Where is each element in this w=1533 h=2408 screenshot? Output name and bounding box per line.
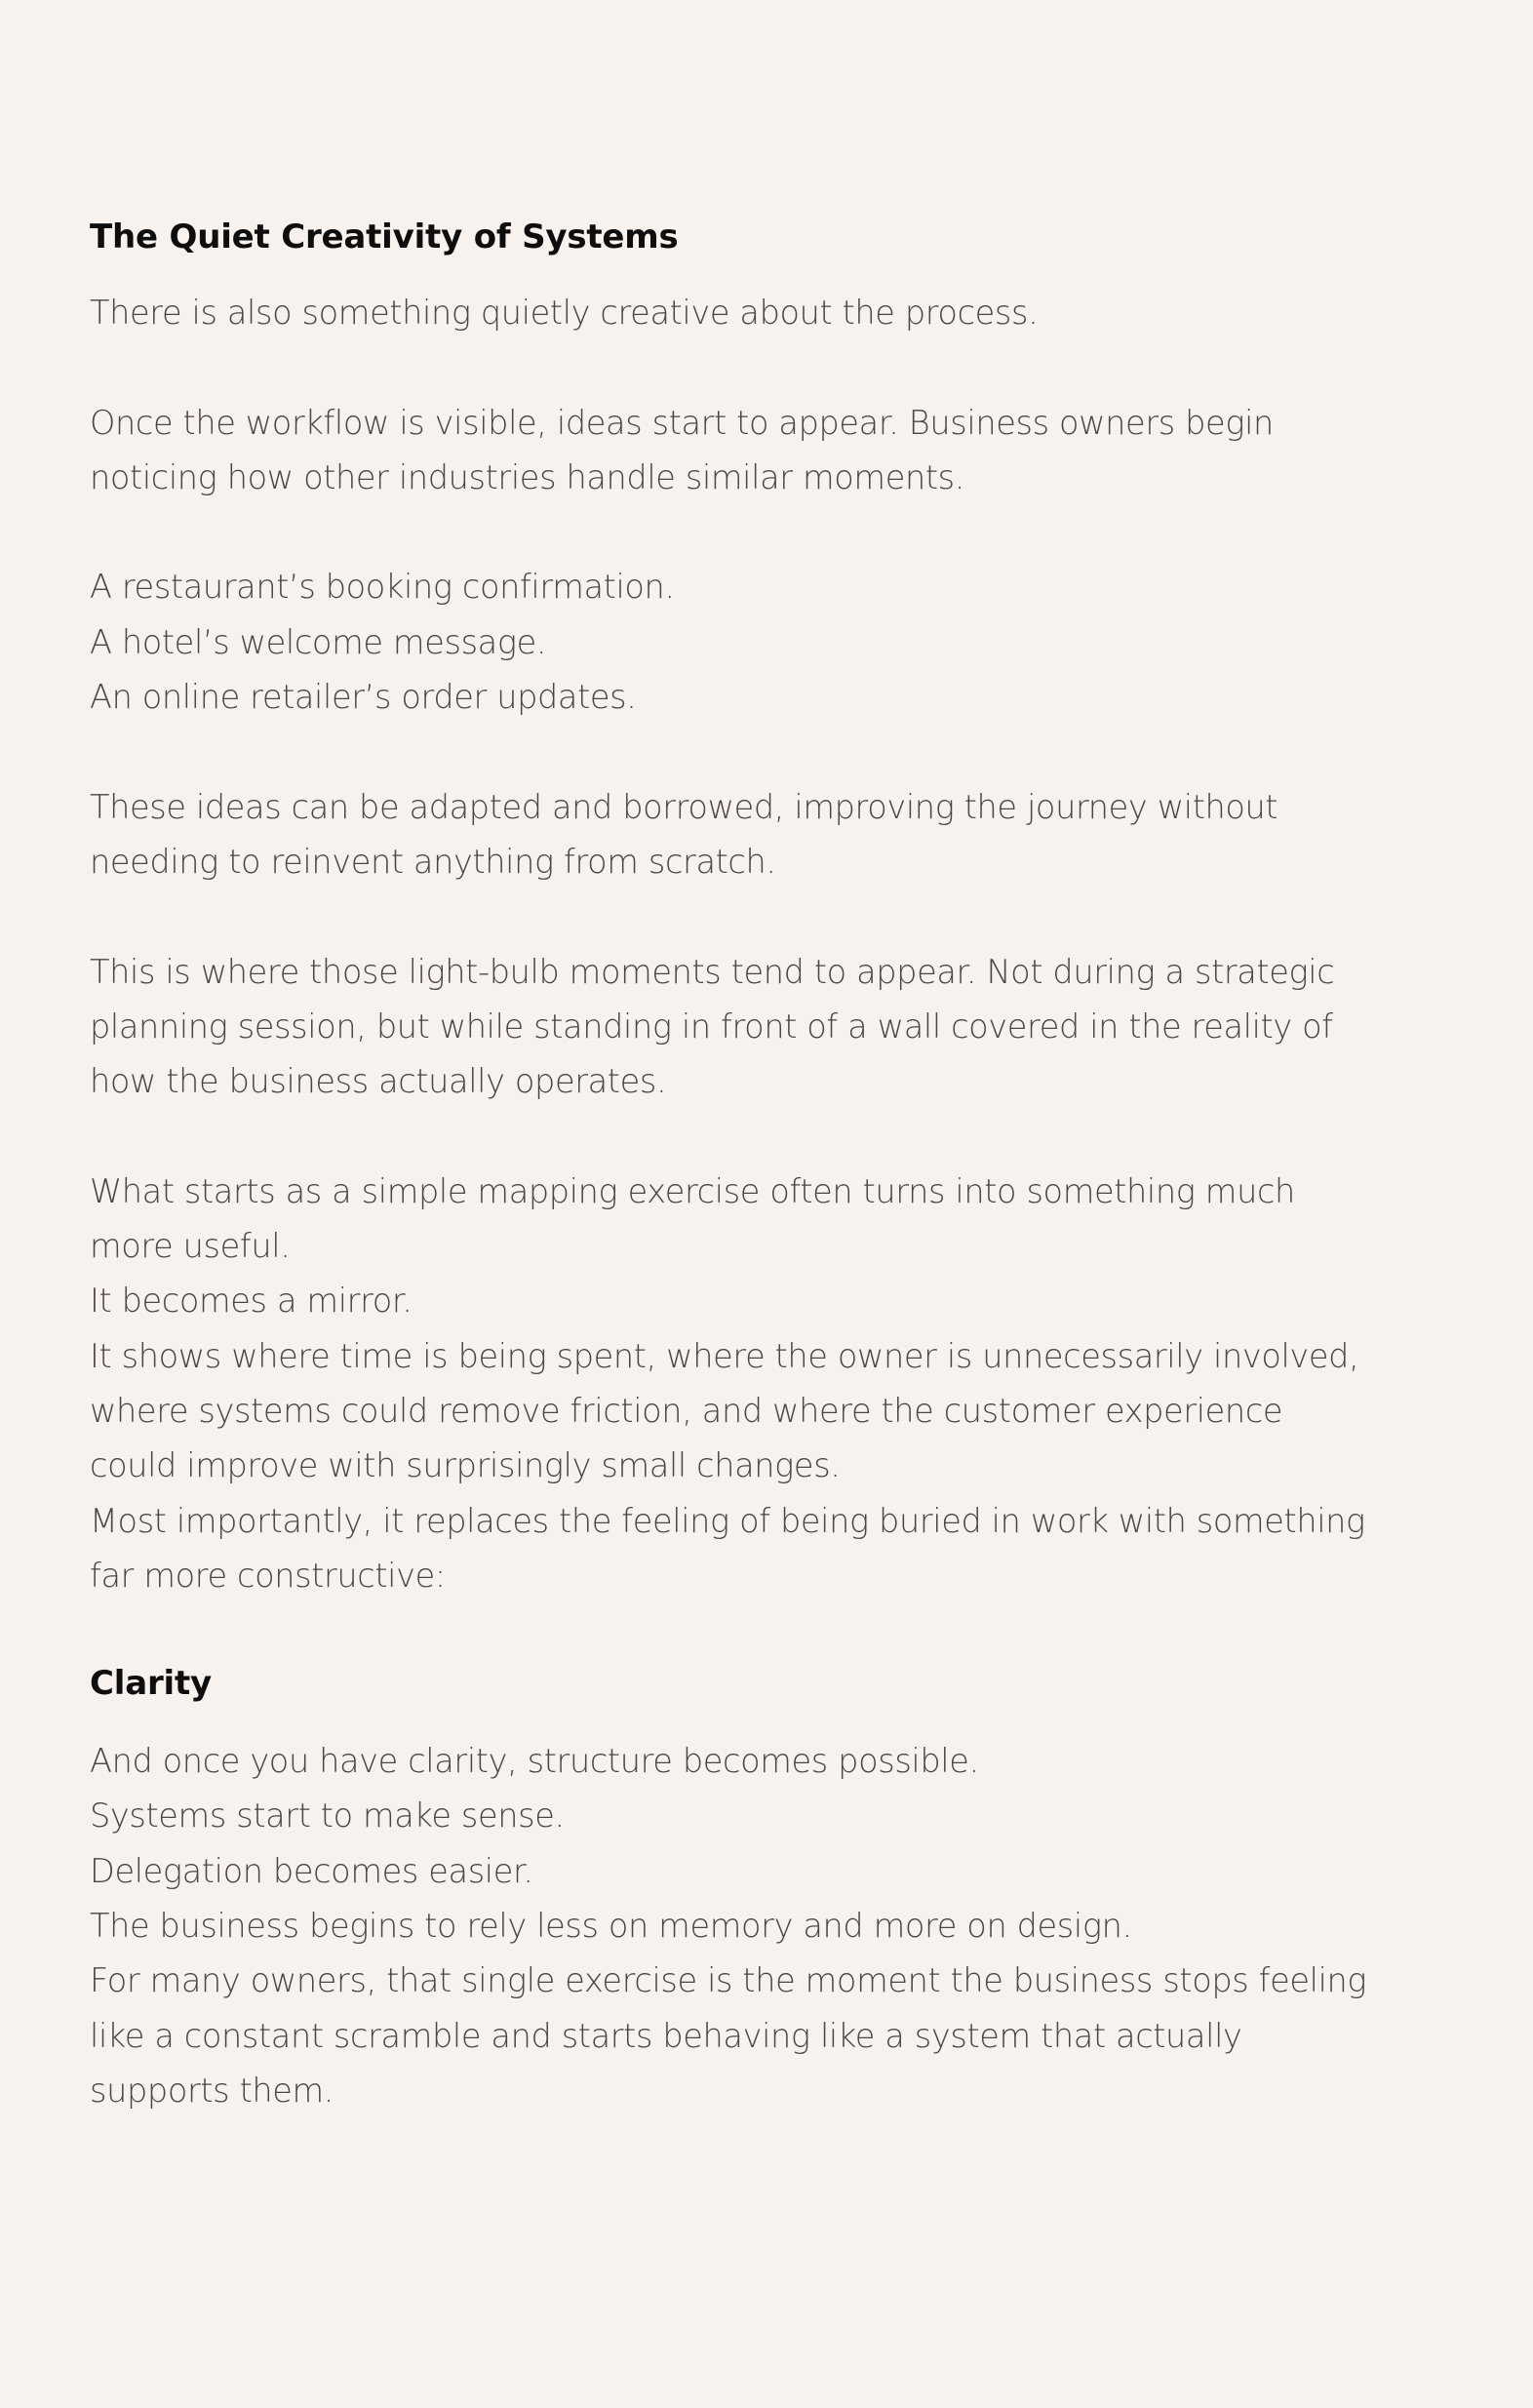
text-line: What starts as a simple mapping exercise often turns into something much [90,1171,1295,1210]
text-line: Most importantly, it replaces the feeling of being buried in work with something [90,1501,1365,1540]
paragraph [90,945,1474,1110]
text-line: needing to reinvent anything from scratch. [90,842,776,881]
text-line: A restaurant’s booking confirmation. [90,568,675,607]
article [90,214,1474,2118]
text-line: An online retailer’s order updates. [90,678,637,717]
text-line: The business begins to rely less on memory and more on design. [90,1907,1132,1946]
text-line: Once the workflow is visible, ideas start to appear. Business owners begin [90,403,1274,442]
text-line: There is also something quietly creative about the process. [90,294,1039,332]
text-line: more useful. [90,1227,291,1266]
text-line: A hotel’s welcome message. [90,622,547,661]
paragraph [90,286,1474,340]
section-body-systems [90,286,1474,1603]
text-line: For many owners, that single exercise is the moment the business stops feeling [90,1961,1367,2000]
paragraph [90,780,1474,890]
section-heading-clarity: Clarity [90,1664,212,1704]
text-line: like a constant scramble and starts behaving like a system that actually [90,2016,1242,2055]
text-line: far more constructive: [90,1556,446,1595]
paragraph [90,560,1474,725]
section-body-clarity [90,1734,1474,2118]
text-line: Delegation becomes easier. [90,1851,533,1890]
text-line: And once you have clarity, structure becomes possible. [90,1742,979,1781]
paragraph [90,1734,1474,2118]
text-line: how the business actually operates. [90,1062,667,1101]
text-line: This is where those light-bulb moments tend to appear. Not during a strategic [90,952,1335,991]
text-line: These ideas can be adapted and borrowed, improving the journey without [90,787,1278,826]
text-line: noticing how other industries handle similar moments. [90,457,965,496]
text-line: Systems start to make sense. [90,1796,565,1836]
paragraph [90,1165,1474,1603]
text-line: planning session, but while standing in front of a wall covered in the reality of [90,1007,1333,1046]
text-line: supports them. [90,2071,334,2110]
text-line: It shows where time is being spent, where the owner is unnecessarily involved, [90,1336,1359,1375]
text-line: It becomes a mirror. [90,1282,413,1321]
paragraph [90,396,1474,506]
section-heading-systems: The Quiet Creativity of Systems [90,217,679,257]
text-line: where systems could remove friction, and where the customer experience [90,1391,1283,1430]
text-line: could improve with surprisingly small changes. [90,1446,841,1485]
